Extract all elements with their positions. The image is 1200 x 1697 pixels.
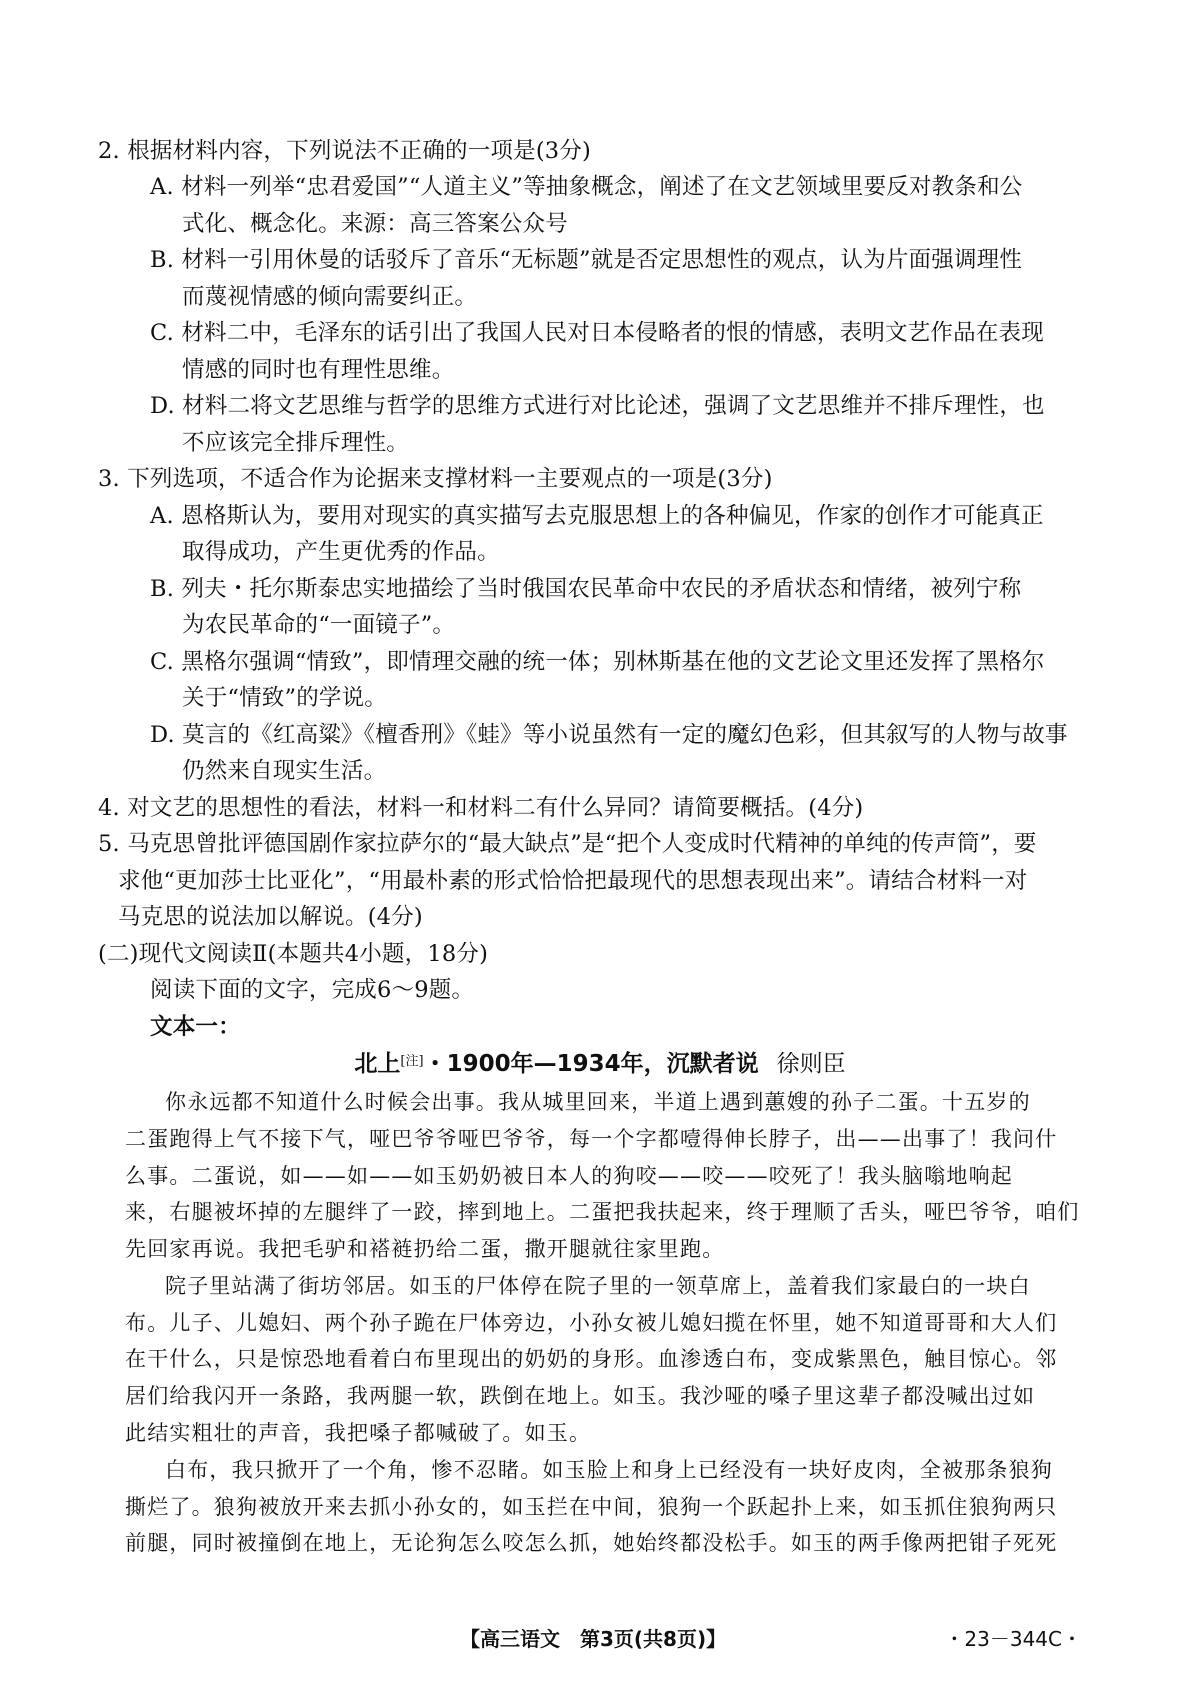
story-author: 徐则臣 [776,1051,846,1077]
p2-line: 此结实粗壮的声音，我把嗓子都喊破了。如玉。 [125,1421,592,1445]
footer-page-info: 【高三语文 第3页(共8页)】 [460,1627,727,1651]
q3-option-d: D. 莫言的《红高粱》《檀香刑》《蛙》等小说虽然有一定的魔幻色彩，但其叙写的人物与故事 [150,722,1068,748]
q3-stem: 3. 下列选项，不适合作为论据来支撑材料一主要观点的一项是(3分) [98,466,773,492]
q5-line-1: 5. 马克思曾批评德国剧作家拉萨尔的“最大缺点”是“把个人变成时代精神的单纯的传声筒”，要 [98,831,1037,857]
p2-line: 布。儿子、儿媳妇、两个孙子跪在尸体旁边，小孙女被儿媳妇揽在怀里，她不知道哥哥和大人们 [125,1311,1058,1335]
p3-line: 前腿，同时被撞倒在地上，无论狗怎么咬怎么抓，她始终都没松手。如玉的两手像两把钳子死死 [125,1531,1058,1555]
q5-line-3: 马克思的说法加以解说。(4分) [118,904,423,930]
q3-option-b: B. 列夫・托尔斯泰忠实地描绘了当时俄国农民革命中农民的矛盾状态和情绪，被列宁称 [150,576,1022,602]
story-title-line [0,1049,1200,1083]
p1-line: 你永远都不知道什么时候会出事。我从城里回来，半道上遇到蕙嫂的孙子二蛋。十五岁的 [165,1090,1031,1114]
q2-option-a-cont: 式化、概念化。来源：高三答案公众号 [182,211,568,237]
q3-option-c-cont: 关于“情致”的学说。 [182,685,388,711]
p2-line: 院子里站满了街坊邻居。如玉的尸体停在院子里的一领草席上，盖着我们家最白的一块白 [165,1274,1031,1298]
q2-option-c-cont: 情感的同时也有理性思维。 [182,357,455,383]
note-mark: [注] [400,1054,424,1069]
p3-line: 白布，我只掀开了一个角，惨不忍睹。如玉脸上和身上已经没有一块好皮肉，全被那条狼狗 [165,1458,1053,1482]
q2-option-d-cont: 不应该完全排斥理性。 [182,430,410,456]
page-footer [0,1624,1200,1654]
q2-option-b: B. 材料一引用休曼的话驳斥了音乐“无标题”就是否定思想性的观点，认为片面强调理性 [150,247,1023,273]
p1-line: 先回家再说。我把毛驴和褡裢扔给二蛋，撒开腿就往家里跑。 [125,1237,725,1261]
p2-line: 在干什么，只是惊恐地看着白布里现出的奶奶的身形。血渗透白布，变成紫黑色，触目惊心。邻 [125,1347,1058,1371]
q2-option-c: C. 材料二中，毛泽东的话引出了我国人民对日本侵略者的恨的情感，表明文艺作品在表现 [150,320,1044,346]
q3-option-c: C. 黑格尔强调“情致”，即情理交融的统一体；别林斯基在他的文艺论文里还发挥了黑格尔 [150,649,1045,675]
q5-line-2: 求他“更加莎士比亚化”，“用最朴素的形式恰恰把最现代的思想表现出来”。请结合材料一对 [118,868,1028,894]
q2-stem: 2. 根据材料内容，下列说法不正确的一项是(3分) [98,138,591,164]
p1-line: 二蛋跑得上气不接下气，哑巴爷爷哑巴爷爷，每一个字都噎得伸长脖子，出——出事了！我问什 [125,1127,1058,1151]
section-instruction: 阅读下面的文字，完成6～9题。 [150,977,475,1003]
q3-option-b-cont: 为农民革命的“一面镜子”。 [182,612,456,638]
q2-option-d: D. 材料二将文艺思维与哲学的思维方式进行对比论述，强调了文艺思维并不排斥理性，也 [150,393,1045,419]
text-label: 文本一： [150,1014,241,1040]
p2-line: 居们给我闪开一条路，我两腿一软，跌倒在地上。如玉。我沙哑的嗓子里这辈子都没喊出过如 [125,1384,1036,1408]
q3-option-d-cont: 仍然来自现实生活。 [182,758,387,784]
p1-line: 来，右腿被坏掉的左腿绊了一跤，摔到地上。二蛋把我扶起来，终于理顺了舌头，哑巴爷爷，咱们 [125,1200,1080,1224]
q3-option-a-cont: 取得成功，产生更优秀的作品。 [182,539,500,565]
p1-line: 么事。二蛋说，如——如——如玉奶奶被日本人的狗咬——咬——咬死了！我头脑嗡地响起 [125,1164,1013,1188]
story-title: 北上 [354,1051,401,1077]
q2-option-b-cont: 而蔑视情感的倾向需要纠正。 [182,284,478,310]
q2-option-a: A. 材料一列举“忠君爱国”“人道主义”等抽象概念，阐述了在文艺领域里要反对教条和公 [150,174,1023,200]
section-heading: (二)现代文阅读Ⅱ(本题共4小题，18分) [98,941,489,967]
footer-code: ・23－344C・ [944,1627,1082,1651]
q4-stem: 4. 对文艺的思想性的看法，材料一和材料二有什么异同？请简要概括。(4分) [98,795,864,821]
q3-option-a: A. 恩格斯认为，要用对现实的真实描写去克服思想上的各种偏见，作家的创作才可能真正 [150,503,1044,529]
p3-line: 撕烂了。狼狗被放开来去抓小孙女的，如玉拦在中间，狼狗一个跃起扑上来，如玉抓住狼狗两只 [125,1495,1058,1519]
story-subtitle: ・1900年—1934年，沉默者说 [423,1051,759,1077]
